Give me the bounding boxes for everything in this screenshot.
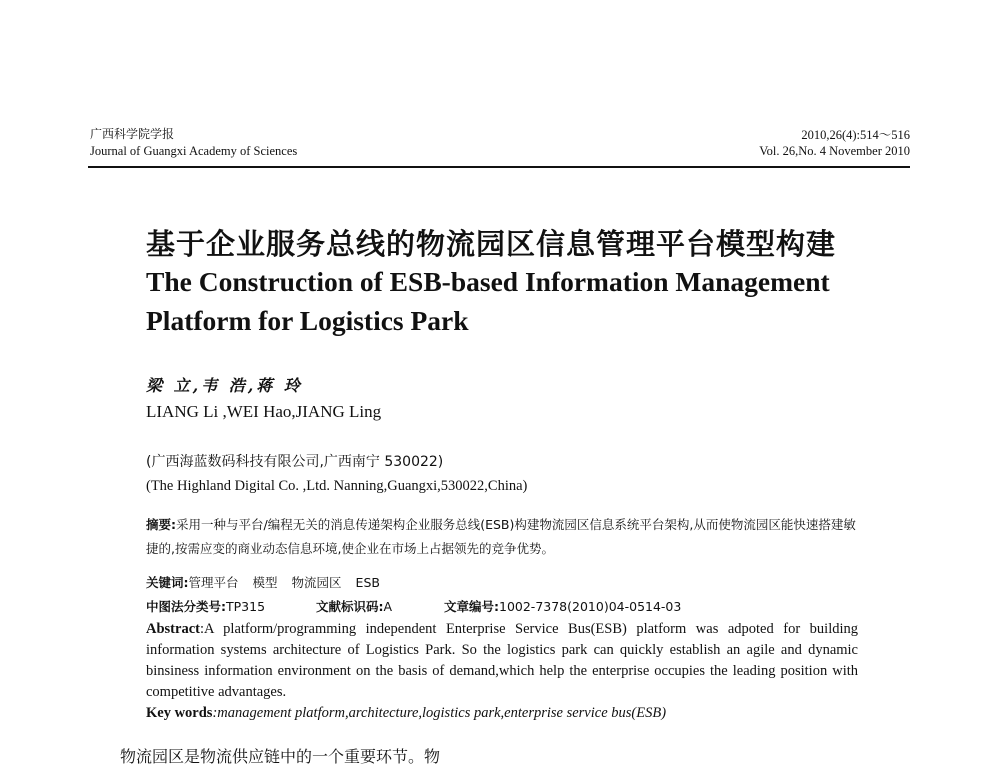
header-rule — [88, 166, 910, 168]
title-cn: 基于企业服务总线的物流园区信息管理平台模型构建 — [146, 227, 837, 261]
journal-name-en: Journal of Guangxi Academy of Sciences — [90, 144, 298, 158]
abstract-en — [146, 619, 858, 724]
abstract-en-label: Abstract — [146, 621, 200, 637]
keywords-en-text: :management platform,architecture,logistics park,enterprise service bus(ESB) — [212, 705, 667, 721]
citation: 2010,26(4):514～516 — [801, 128, 910, 142]
keywords-cn-label: 关键词: — [146, 575, 189, 590]
abstract-en-text: :A platform/programming independent Enterprise Service Bus(ESB) platform was adpoted for building information systems architecture of Logistics Park. So the logistics park can quickly establish an agile and dynamic binsiness information environment on the basis of demand,which help the enterprise occupies the leading position with competitive advantages. — [146, 621, 858, 700]
keywords-en-label: Key words — [146, 705, 213, 721]
abstract-cn — [146, 513, 861, 561]
article-no-label: 文章编号: — [444, 599, 499, 614]
affiliation-en: (The Highland Digital Co. ,Ltd. Nanning,Guangxi,530022,China) — [146, 478, 528, 494]
clc-value: TP315 — [226, 599, 266, 614]
article-no-value: 1002-7378(2010)04-0514-03 — [499, 599, 682, 614]
abstract-cn-label: 摘要: — [146, 517, 176, 532]
keyword-cn-item: 物流园区 — [291, 575, 342, 590]
title-en: The Construction of ESB-based Information Management Platform for Logistics Park — [146, 266, 830, 336]
authors-en: LIANG Li ,WEI Hao,JIANG Ling — [146, 402, 382, 421]
body-first-line: 物流园区是物流供应链中的一个重要环节。物 — [120, 747, 441, 766]
keyword-cn-item: 管理平台 — [188, 575, 239, 590]
keyword-cn-item: ESB — [355, 575, 380, 590]
doc-code-label: 文献标识码: — [316, 599, 384, 614]
authors-cn: 梁 立,韦 浩,蒋 玲 — [146, 376, 303, 395]
keywords-cn — [146, 573, 380, 591]
keyword-cn-item: 模型 — [252, 575, 278, 590]
journal-name-cn: 广西科学院学报 — [90, 127, 175, 141]
doc-code-value: A — [383, 599, 393, 614]
clc-label: 中图法分类号: — [146, 599, 226, 614]
abstract-cn-text: 采用一种与平台/编程无关的消息传递架构企业服务总线(ESB)构建物流园区信息系统平台架构,从而使物流园区能快速搭建敏捷的,按需应变的商业动态信息环境,使企业在市场上占据领先的竞争优势。 — [146, 517, 856, 556]
classification-line — [146, 597, 681, 615]
affiliation-cn: (广西海蓝数码科技有限公司,广西南宁 530022) — [146, 454, 444, 470]
volume-date: Vol. 26,No. 4 November 2010 — [759, 144, 910, 158]
